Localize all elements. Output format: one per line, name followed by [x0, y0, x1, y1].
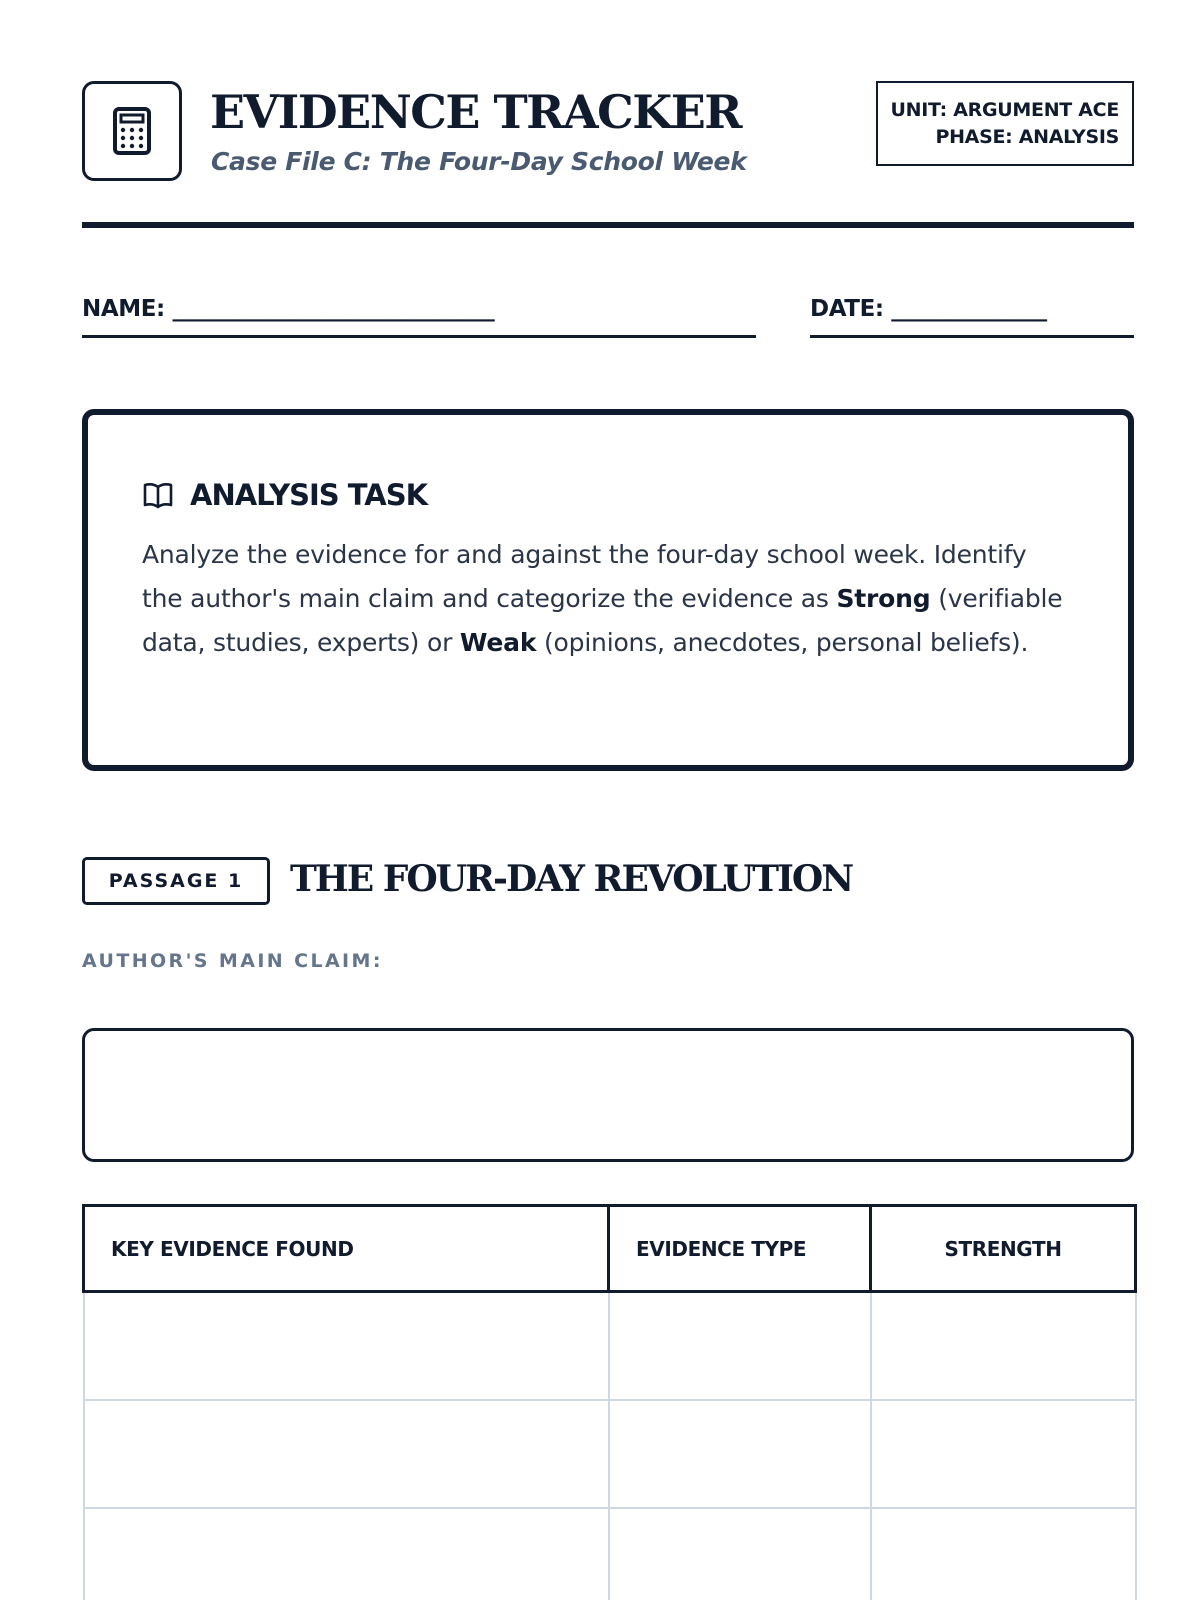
type-cell[interactable] [609, 1508, 871, 1600]
header-key-evidence: KEY EVIDENCE FOUND [84, 1206, 609, 1292]
weak-keyword: Weak [459, 628, 537, 657]
header-divider [82, 222, 1134, 228]
table-header-row [84, 1206, 1136, 1292]
evidence-cell[interactable] [84, 1508, 609, 1600]
calculator-icon [112, 106, 152, 156]
header-evidence-type: EVIDENCE TYPE [609, 1206, 871, 1292]
main-claim-input[interactable] [82, 1028, 1134, 1162]
evidence-cell[interactable] [84, 1292, 609, 1400]
phase-label: PHASE: ANALYSIS [935, 126, 1119, 148]
logo-box [82, 81, 182, 181]
main-claim-label: AUTHOR'S MAIN CLAIM: [82, 950, 383, 972]
date-field[interactable]: DATE: ______________ [810, 296, 1134, 338]
page-title: EVIDENCE TRACKER [210, 85, 741, 139]
table-row [84, 1508, 1136, 1600]
type-cell[interactable] [609, 1400, 871, 1508]
task-instructions [142, 533, 1074, 665]
unit-label: UNIT: ARGUMENT ACE [890, 99, 1119, 121]
type-cell[interactable] [609, 1292, 871, 1400]
passage-title: THE FOUR-DAY REVOLUTION [290, 858, 853, 900]
passage-tag: PASSAGE 1 [82, 857, 270, 905]
task-text-part: Analyze the evidence for and against the four-day school week. Identify the author's main claim and categorize the evidence as [142, 540, 1027, 613]
task-text-part: (verifiable data, studies, experts) or [142, 584, 1063, 657]
header [82, 81, 1134, 181]
task-title: ANALYSIS TASK [190, 478, 428, 512]
worksheet-page [82, 0, 1134, 1600]
strong-keyword: Strong [836, 584, 931, 613]
task-text-part: (opinions, anecdotes, personal beliefs). [536, 628, 1029, 657]
strength-cell[interactable] [871, 1400, 1136, 1508]
strength-cell[interactable] [871, 1292, 1136, 1400]
header-strength: STRENGTH [871, 1206, 1136, 1292]
table-row [84, 1400, 1136, 1508]
evidence-cell[interactable] [84, 1400, 609, 1508]
analysis-task-box [82, 409, 1134, 771]
page-subtitle: Case File C: The Four-Day School Week [211, 147, 747, 176]
name-field[interactable]: NAME: _____________________________ [82, 296, 756, 338]
evidence-table [82, 1204, 1137, 1600]
table-row [84, 1292, 1136, 1400]
strength-cell[interactable] [871, 1508, 1136, 1600]
open-book-icon [142, 481, 174, 509]
unit-phase-box [876, 81, 1134, 166]
task-heading [142, 477, 1074, 513]
